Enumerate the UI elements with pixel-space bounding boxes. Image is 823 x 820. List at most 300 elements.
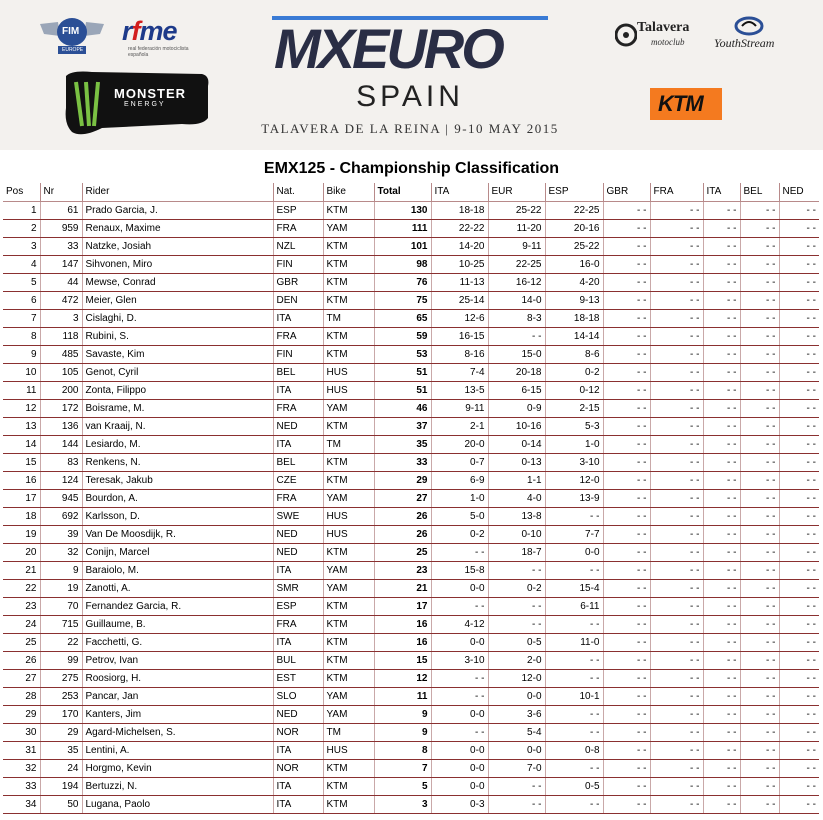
cell-pos: 9 xyxy=(3,345,40,363)
cell-ita2: - - xyxy=(703,453,740,471)
cell-eur: 14-0 xyxy=(488,291,545,309)
cell-nr: 124 xyxy=(40,471,82,489)
cell-fra: - - xyxy=(650,777,703,795)
cell-ita: 13-5 xyxy=(431,381,488,399)
cell-ita: - - xyxy=(431,543,488,561)
cell-nat: BEL xyxy=(273,453,323,471)
cell-eur: 4-0 xyxy=(488,489,545,507)
cell-eur: 20-18 xyxy=(488,363,545,381)
cell-fra: - - xyxy=(650,597,703,615)
cell-nat: NOR xyxy=(273,759,323,777)
cell-bike: TM xyxy=(323,309,374,327)
cell-pos: 16 xyxy=(3,471,40,489)
cell-fra: - - xyxy=(650,273,703,291)
cell-bel: - - xyxy=(740,723,779,741)
cell-fra: - - xyxy=(650,561,703,579)
cell-nr: 118 xyxy=(40,327,82,345)
column-header-fra: FRA xyxy=(650,183,703,201)
table-row xyxy=(3,417,819,435)
cell-pos: 24 xyxy=(3,615,40,633)
table-row xyxy=(3,327,819,345)
cell-ita2: - - xyxy=(703,471,740,489)
cell-eur: 0-10 xyxy=(488,525,545,543)
cell-nr: 253 xyxy=(40,687,82,705)
cell-pos: 10 xyxy=(3,363,40,381)
cell-ita2: - - xyxy=(703,525,740,543)
cell-ita2: - - xyxy=(703,381,740,399)
cell-total: 29 xyxy=(374,471,431,489)
cell-nr: 144 xyxy=(40,435,82,453)
cell-fra: - - xyxy=(650,471,703,489)
cell-nat: ESP xyxy=(273,201,323,219)
cell-total: 130 xyxy=(374,201,431,219)
cell-fra: - - xyxy=(650,669,703,687)
cell-bel: - - xyxy=(740,795,779,813)
cell-nr: 35 xyxy=(40,741,82,759)
cell-nr: 194 xyxy=(40,777,82,795)
cell-pos: 21 xyxy=(3,561,40,579)
cell-nat: ITA xyxy=(273,381,323,399)
cell-ita2: - - xyxy=(703,543,740,561)
cell-nr: 692 xyxy=(40,507,82,525)
cell-ned: - - xyxy=(779,597,819,615)
cell-ita: 12-6 xyxy=(431,309,488,327)
event-country: SPAIN xyxy=(356,80,464,113)
cell-pos: 8 xyxy=(3,327,40,345)
cell-total: 98 xyxy=(374,255,431,273)
cell-ita: 0-0 xyxy=(431,705,488,723)
cell-ned: - - xyxy=(779,291,819,309)
cell-nat: ITA xyxy=(273,777,323,795)
cell-bel: - - xyxy=(740,399,779,417)
cell-bel: - - xyxy=(740,363,779,381)
cell-gbr: - - xyxy=(603,759,650,777)
cell-fra: - - xyxy=(650,219,703,237)
cell-ned: - - xyxy=(779,417,819,435)
cell-rider: Sihvonen, Miro xyxy=(82,255,273,273)
cell-bel: - - xyxy=(740,471,779,489)
cell-eur: - - xyxy=(488,327,545,345)
cell-ita2: - - xyxy=(703,615,740,633)
svg-text:MXEURO: MXEURO xyxy=(274,17,502,76)
cell-gbr: - - xyxy=(603,705,650,723)
cell-rider: Pancar, Jan xyxy=(82,687,273,705)
cell-eur: 1-1 xyxy=(488,471,545,489)
cell-nr: 61 xyxy=(40,201,82,219)
cell-ita2: - - xyxy=(703,579,740,597)
cell-nat: NOR xyxy=(273,723,323,741)
cell-pos: 19 xyxy=(3,525,40,543)
cell-ned: - - xyxy=(779,615,819,633)
cell-esp: - - xyxy=(545,561,603,579)
cell-total: 9 xyxy=(374,705,431,723)
cell-ned: - - xyxy=(779,219,819,237)
cell-eur: 5-4 xyxy=(488,723,545,741)
cell-eur: 11-20 xyxy=(488,219,545,237)
cell-rider: Teresak, Jakub xyxy=(82,471,273,489)
cell-rider: Baraiolo, M. xyxy=(82,561,273,579)
talavera-wordmark: Talavera xyxy=(637,20,690,35)
cell-total: 12 xyxy=(374,669,431,687)
cell-total: 75 xyxy=(374,291,431,309)
cell-ita2: - - xyxy=(703,507,740,525)
cell-fra: - - xyxy=(650,507,703,525)
cell-esp: - - xyxy=(545,723,603,741)
cell-total: 16 xyxy=(374,633,431,651)
cell-esp: 13-9 xyxy=(545,489,603,507)
cell-bike: HUS xyxy=(323,741,374,759)
cell-rider: Boisrame, M. xyxy=(82,399,273,417)
cell-nat: ITA xyxy=(273,561,323,579)
cell-esp: 20-16 xyxy=(545,219,603,237)
cell-fra: - - xyxy=(650,615,703,633)
fim-europe-label: EUROPE xyxy=(62,47,84,53)
cell-esp: - - xyxy=(545,651,603,669)
cell-rider: Karlsson, D. xyxy=(82,507,273,525)
cell-esp: 25-22 xyxy=(545,237,603,255)
table-row xyxy=(3,525,819,543)
cell-pos: 31 xyxy=(3,741,40,759)
cell-bel: - - xyxy=(740,777,779,795)
cell-pos: 7 xyxy=(3,309,40,327)
cell-rider: Renaux, Maxime xyxy=(82,219,273,237)
cell-bel: - - xyxy=(740,345,779,363)
cell-bel: - - xyxy=(740,687,779,705)
cell-ita: 15-8 xyxy=(431,561,488,579)
cell-bike: HUS xyxy=(323,363,374,381)
table-body xyxy=(3,201,819,813)
cell-total: 51 xyxy=(374,381,431,399)
energy-wordmark: ENERGY xyxy=(124,101,166,108)
cell-total: 53 xyxy=(374,345,431,363)
cell-gbr: - - xyxy=(603,597,650,615)
cell-nat: FRA xyxy=(273,489,323,507)
cell-esp: 0-2 xyxy=(545,363,603,381)
cell-nr: 485 xyxy=(40,345,82,363)
cell-eur: 2-0 xyxy=(488,651,545,669)
cell-ned: - - xyxy=(779,507,819,525)
column-header-pos: Pos xyxy=(3,183,40,201)
column-header-ita: ITA xyxy=(431,183,488,201)
cell-bike: KTM xyxy=(323,237,374,255)
table-row xyxy=(3,471,819,489)
cell-gbr: - - xyxy=(603,633,650,651)
cell-gbr: - - xyxy=(603,363,650,381)
cell-ita: 14-20 xyxy=(431,237,488,255)
table-row xyxy=(3,435,819,453)
cell-total: 23 xyxy=(374,561,431,579)
cell-ned: - - xyxy=(779,579,819,597)
table-row xyxy=(3,381,819,399)
cell-bike: KTM xyxy=(323,597,374,615)
cell-nat: FRA xyxy=(273,219,323,237)
cell-ita2: - - xyxy=(703,309,740,327)
cell-rider: van Kraaij, N. xyxy=(82,417,273,435)
table-row xyxy=(3,219,819,237)
cell-rider: Zonta, Filippo xyxy=(82,381,273,399)
cell-ita2: - - xyxy=(703,345,740,363)
cell-esp: 9-13 xyxy=(545,291,603,309)
cell-gbr: - - xyxy=(603,507,650,525)
cell-eur: 16-12 xyxy=(488,273,545,291)
cell-pos: 28 xyxy=(3,687,40,705)
cell-bel: - - xyxy=(740,201,779,219)
cell-esp: - - xyxy=(545,615,603,633)
cell-rider: Natzke, Josiah xyxy=(82,237,273,255)
cell-ita2: - - xyxy=(703,291,740,309)
cell-bel: - - xyxy=(740,597,779,615)
cell-nat: GBR xyxy=(273,273,323,291)
cell-fra: - - xyxy=(650,291,703,309)
cell-ita2: - - xyxy=(703,363,740,381)
table-row xyxy=(3,615,819,633)
cell-eur: 18-7 xyxy=(488,543,545,561)
cell-bel: - - xyxy=(740,327,779,345)
cell-ita: - - xyxy=(431,687,488,705)
cell-ita2: - - xyxy=(703,435,740,453)
cell-ita2: - - xyxy=(703,255,740,273)
cell-total: 21 xyxy=(374,579,431,597)
cell-ita: 0-2 xyxy=(431,525,488,543)
cell-total: 59 xyxy=(374,327,431,345)
cell-ita2: - - xyxy=(703,777,740,795)
cell-bike: TM xyxy=(323,723,374,741)
cell-bike: KTM xyxy=(323,201,374,219)
cell-bel: - - xyxy=(740,579,779,597)
column-header-bike: Bike xyxy=(323,183,374,201)
cell-ita: - - xyxy=(431,723,488,741)
column-header-total: Total xyxy=(374,183,431,201)
cell-nat: BUL xyxy=(273,651,323,669)
cell-ita: 8-16 xyxy=(431,345,488,363)
cell-esp: 5-3 xyxy=(545,417,603,435)
cell-bike: KTM xyxy=(323,327,374,345)
cell-rider: Horgmo, Kevin xyxy=(82,759,273,777)
cell-gbr: - - xyxy=(603,471,650,489)
cell-nat: ITA xyxy=(273,633,323,651)
cell-gbr: - - xyxy=(603,345,650,363)
cell-ita: 11-13 xyxy=(431,273,488,291)
column-header-bel: BEL xyxy=(740,183,779,201)
cell-esp: 12-0 xyxy=(545,471,603,489)
cell-pos: 5 xyxy=(3,273,40,291)
cell-ita: 3-10 xyxy=(431,651,488,669)
table-row xyxy=(3,633,819,651)
cell-pos: 13 xyxy=(3,417,40,435)
cell-bike: HUS xyxy=(323,381,374,399)
cell-ned: - - xyxy=(779,399,819,417)
cell-nat: ITA xyxy=(273,795,323,813)
table-row xyxy=(3,777,819,795)
cell-ita2: - - xyxy=(703,795,740,813)
cell-rider: Prado Garcia, J. xyxy=(82,201,273,219)
cell-rider: Zanotti, A. xyxy=(82,579,273,597)
cell-esp: - - xyxy=(545,669,603,687)
cell-nat: ITA xyxy=(273,435,323,453)
cell-rider: Roosiorg, H. xyxy=(82,669,273,687)
cell-pos: 6 xyxy=(3,291,40,309)
cell-ita2: - - xyxy=(703,327,740,345)
cell-nr: 50 xyxy=(40,795,82,813)
cell-total: 27 xyxy=(374,489,431,507)
cell-bel: - - xyxy=(740,309,779,327)
cell-bike: HUS xyxy=(323,525,374,543)
column-header-esp: ESP xyxy=(545,183,603,201)
cell-nr: 136 xyxy=(40,417,82,435)
table-row xyxy=(3,687,819,705)
cell-ita: 7-4 xyxy=(431,363,488,381)
cell-rider: Kanters, Jim xyxy=(82,705,273,723)
cell-pos: 17 xyxy=(3,489,40,507)
cell-esp: - - xyxy=(545,795,603,813)
event-venue-date: TALAVERA DE LA REINA | 9-10 MAY 2015 xyxy=(261,121,559,136)
cell-ita2: - - xyxy=(703,273,740,291)
table-row xyxy=(3,723,819,741)
cell-nr: 22 xyxy=(40,633,82,651)
cell-fra: - - xyxy=(650,723,703,741)
cell-fra: - - xyxy=(650,705,703,723)
cell-rider: Fernandez Garcia, R. xyxy=(82,597,273,615)
cell-bel: - - xyxy=(740,219,779,237)
cell-bike: YAM xyxy=(323,489,374,507)
table-header-row xyxy=(3,183,819,201)
cell-ned: - - xyxy=(779,273,819,291)
cell-pos: 32 xyxy=(3,759,40,777)
cell-ned: - - xyxy=(779,561,819,579)
cell-nr: 83 xyxy=(40,453,82,471)
cell-rider: Guillaume, B. xyxy=(82,615,273,633)
cell-nr: 472 xyxy=(40,291,82,309)
cell-eur: 3-6 xyxy=(488,705,545,723)
cell-eur: 0-0 xyxy=(488,687,545,705)
cell-eur: 10-16 xyxy=(488,417,545,435)
cell-total: 33 xyxy=(374,453,431,471)
cell-ita: - - xyxy=(431,669,488,687)
cell-esp: 15-4 xyxy=(545,579,603,597)
cell-ned: - - xyxy=(779,381,819,399)
cell-eur: 9-11 xyxy=(488,237,545,255)
cell-esp: - - xyxy=(545,507,603,525)
cell-eur: 22-25 xyxy=(488,255,545,273)
cell-ita2: - - xyxy=(703,633,740,651)
cell-nr: 44 xyxy=(40,273,82,291)
table-row xyxy=(3,309,819,327)
cell-pos: 3 xyxy=(3,237,40,255)
cell-nr: 945 xyxy=(40,489,82,507)
talavera-motoclub-logo xyxy=(615,18,693,54)
cell-ita: 0-0 xyxy=(431,579,488,597)
mxeuro-wordmark-icon xyxy=(270,8,550,76)
cell-esp: 6-11 xyxy=(545,597,603,615)
column-header-nat: Nat. xyxy=(273,183,323,201)
cell-fra: - - xyxy=(650,651,703,669)
cell-bike: KTM xyxy=(323,453,374,471)
cell-gbr: - - xyxy=(603,543,650,561)
cell-fra: - - xyxy=(650,741,703,759)
cell-gbr: - - xyxy=(603,561,650,579)
cell-esp: - - xyxy=(545,759,603,777)
cell-ned: - - xyxy=(779,795,819,813)
cell-gbr: - - xyxy=(603,489,650,507)
cell-esp: 0-0 xyxy=(545,543,603,561)
cell-pos: 2 xyxy=(3,219,40,237)
cell-bel: - - xyxy=(740,453,779,471)
cell-total: 9 xyxy=(374,723,431,741)
cell-nat: SLO xyxy=(273,687,323,705)
youthstream-swirl-icon xyxy=(734,16,764,36)
cell-gbr: - - xyxy=(603,435,650,453)
cell-ned: - - xyxy=(779,471,819,489)
cell-nr: 70 xyxy=(40,597,82,615)
cell-bel: - - xyxy=(740,489,779,507)
cell-gbr: - - xyxy=(603,417,650,435)
column-header-rider: Rider xyxy=(82,183,273,201)
cell-esp: 22-25 xyxy=(545,201,603,219)
cell-ita: 0-0 xyxy=(431,777,488,795)
cell-nr: 172 xyxy=(40,399,82,417)
cell-nr: 32 xyxy=(40,543,82,561)
column-header-ned: NED xyxy=(779,183,819,201)
cell-eur: 15-0 xyxy=(488,345,545,363)
cell-ita2: - - xyxy=(703,705,740,723)
cell-bike: KTM xyxy=(323,669,374,687)
table-row xyxy=(3,345,819,363)
cell-ita: 9-11 xyxy=(431,399,488,417)
cell-gbr: - - xyxy=(603,615,650,633)
cell-ita: 22-22 xyxy=(431,219,488,237)
cell-fra: - - xyxy=(650,543,703,561)
cell-gbr: - - xyxy=(603,219,650,237)
cell-gbr: - - xyxy=(603,399,650,417)
cell-esp: 0-12 xyxy=(545,381,603,399)
cell-nat: FRA xyxy=(273,399,323,417)
cell-bike: KTM xyxy=(323,615,374,633)
cell-gbr: - - xyxy=(603,669,650,687)
cell-total: 3 xyxy=(374,795,431,813)
cell-pos: 20 xyxy=(3,543,40,561)
talavera-wheel-icon xyxy=(615,20,637,50)
fim-europe-logo xyxy=(38,14,106,58)
cell-total: 101 xyxy=(374,237,431,255)
cell-fra: - - xyxy=(650,363,703,381)
cell-nat: NED xyxy=(273,417,323,435)
cell-bel: - - xyxy=(740,417,779,435)
cell-eur: 0-0 xyxy=(488,741,545,759)
cell-ita: 0-0 xyxy=(431,759,488,777)
cell-rider: Lesiardo, M. xyxy=(82,435,273,453)
cell-rider: Meier, Glen xyxy=(82,291,273,309)
cell-nat: ESP xyxy=(273,597,323,615)
cell-ita: 25-14 xyxy=(431,291,488,309)
cell-pos: 18 xyxy=(3,507,40,525)
youthstream-logo xyxy=(710,16,790,56)
cell-nr: 19 xyxy=(40,579,82,597)
table-row xyxy=(3,399,819,417)
cell-nat: NZL xyxy=(273,237,323,255)
cell-pos: 29 xyxy=(3,705,40,723)
table-row xyxy=(3,543,819,561)
cell-bel: - - xyxy=(740,507,779,525)
cell-bel: - - xyxy=(740,651,779,669)
youthstream-wordmark: YouthStream xyxy=(714,36,775,50)
cell-bike: HUS xyxy=(323,507,374,525)
cell-rider: Savaste, Kim xyxy=(82,345,273,363)
cell-gbr: - - xyxy=(603,723,650,741)
cell-gbr: - - xyxy=(603,201,650,219)
cell-ned: - - xyxy=(779,687,819,705)
cell-ned: - - xyxy=(779,525,819,543)
cell-gbr: - - xyxy=(603,291,650,309)
